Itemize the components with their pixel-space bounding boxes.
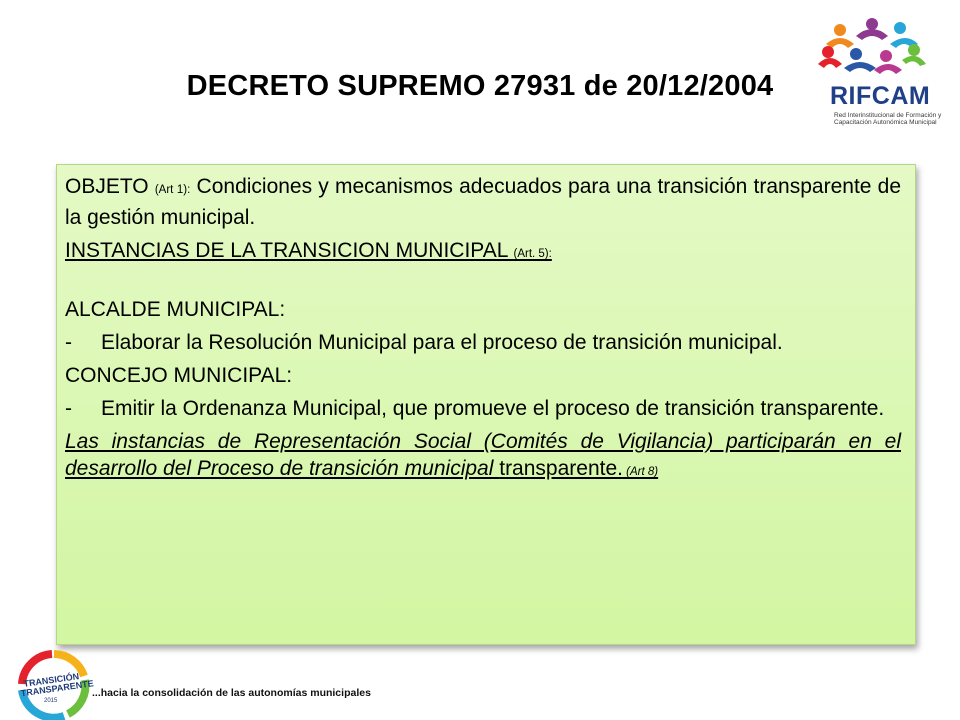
alcalde-heading: ALCALDE MUNICIPAL: — [65, 298, 286, 321]
rifcam-logo — [812, 14, 942, 132]
transicion-emblem — [8, 646, 98, 720]
social-text: Las instancias de Representación Social (Comités de Vigilancia) participarán en el desarrollo del Proceso de transición municipal — [65, 430, 901, 480]
footer-tagline: ...hacia la consolidación de las autonomías municipales — [92, 687, 371, 699]
emblem-year: 2015 — [44, 698, 58, 704]
objeto-paragraph — [65, 173, 901, 231]
concejo-item — [65, 395, 901, 422]
social-tail: transparente. — [499, 457, 623, 480]
alcalde-item — [65, 329, 901, 356]
objeto-label: OBJETO — [65, 175, 155, 198]
logo-name: RIFCAM — [830, 82, 931, 110]
concejo-dash: - — [65, 397, 72, 420]
alcalde-item-text: Elaborar la Resolución Municipal para el proceso de transición municipal. — [101, 331, 783, 354]
spacer — [65, 274, 901, 296]
logo-subtitle: Red Interinstitucional de Formación y Capacitación Autonómica Municipal — [834, 112, 942, 126]
alcalde-dash: - — [65, 331, 72, 354]
objeto-text: Condiciones y mecanismos adecuados para una transición transparente de la gestión municipal. — [65, 175, 902, 229]
content-panel — [56, 164, 916, 645]
concejo-item-text: Emitir la Ordenanza Municipal, que promueve el proceso de transición transparente. — [101, 397, 885, 420]
social-paragraph — [65, 428, 901, 486]
slide-title: DECRETO SUPREMO 27931 de 20/12/2004 — [186, 70, 774, 102]
people-circle-logo-icon — [816, 14, 928, 84]
instancias-label: INSTANCIAS DE LA TRANSICION MUNICIPAL — [65, 239, 514, 262]
instancias-heading — [65, 237, 901, 268]
concejo-heading: CONCEJO MUNICIPAL: — [65, 364, 293, 387]
social-ref: (Art 8) — [622, 466, 659, 478]
objeto-ref: (Art 1): — [154, 184, 191, 196]
instancias-ref: (Art. 5): — [513, 248, 552, 260]
emblem-text: TRANSICIÓN TRANSPARENTE — [20, 671, 95, 699]
